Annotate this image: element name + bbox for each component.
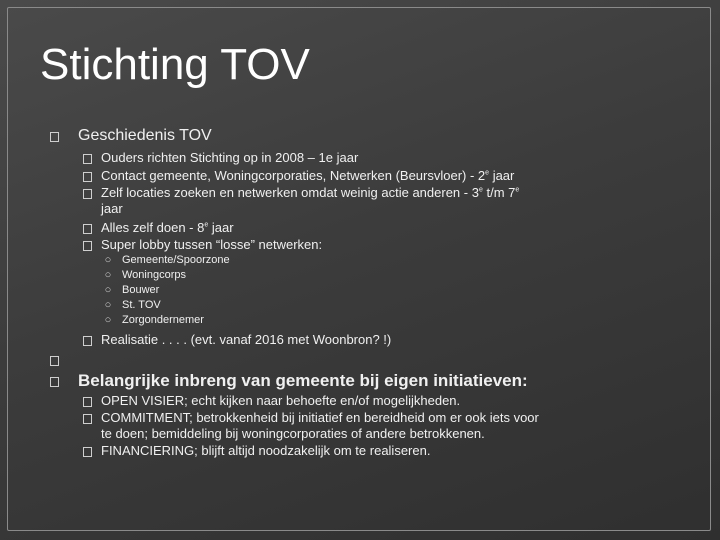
square-bullet-icon — [50, 356, 59, 366]
square-bullet-icon — [83, 172, 92, 182]
section1-item: Super lobby tussen “losse” netwerken: — [101, 237, 323, 252]
square-bullet-icon — [83, 154, 92, 164]
circle-bullet-icon: ○ — [104, 284, 112, 296]
section1-item: Ouders richten Stichting op in 2008 – 1e jaar — [101, 150, 359, 165]
square-bullet-icon — [83, 414, 92, 424]
section1-heading: Geschiedenis TOV — [78, 127, 212, 144]
section1-subitem: Gemeente/Spoorzone — [122, 254, 230, 266]
section2-heading: Belangrijke inbreng van gemeente bij eigen initiatieven: — [78, 371, 528, 390]
section1-subitem: Zorgondernemer — [122, 314, 204, 326]
square-bullet-icon — [83, 241, 92, 251]
section1-item: Contact gemeente, Woningcorporaties, Netwerken (Beursvloer) - 2e jaar — [101, 168, 515, 183]
circle-bullet-icon: ○ — [104, 254, 112, 266]
section2-item: FINANCIERING; blijft altijd noodzakelijk om te realiseren. — [101, 443, 431, 458]
section1-subitem: Woningcorps — [122, 269, 186, 281]
section1-item: Zelf locaties zoeken en netwerken omdat weinig actie anderen - 3e t/m 7e — [101, 185, 520, 200]
square-bullet-icon — [50, 132, 59, 142]
square-bullet-icon — [83, 397, 92, 407]
section2-item-continuation: te doen; bemiddeling bij woningcorporaties of andere betrokkenen. — [101, 426, 485, 441]
square-bullet-icon — [83, 336, 92, 346]
section2-item: COMMITMENT; betrokkenheid bij initiatief en bereidheid om er ook iets voor — [101, 410, 539, 425]
square-bullet-icon — [83, 447, 92, 457]
section1-realisatie: Realisatie . . . . (evt. vanaf 2016 met Woonbron? !) — [101, 332, 392, 347]
section1-item: Alles zelf doen - 8e jaar — [101, 220, 234, 235]
circle-bullet-icon: ○ — [104, 314, 112, 326]
section1-subitem: St. TOV — [122, 299, 161, 311]
square-bullet-icon — [83, 224, 92, 234]
square-bullet-icon — [50, 377, 59, 387]
square-bullet-icon — [83, 189, 92, 199]
section2-item: OPEN VISIER; echt kijken naar behoefte en/of mogelijkheden. — [101, 393, 461, 408]
slide-title: Stichting TOV — [40, 40, 310, 89]
circle-bullet-icon: ○ — [104, 299, 112, 311]
circle-bullet-icon: ○ — [104, 269, 112, 281]
section1-subitem: Bouwer — [122, 284, 160, 296]
section1-item-continuation: jaar — [101, 201, 123, 216]
